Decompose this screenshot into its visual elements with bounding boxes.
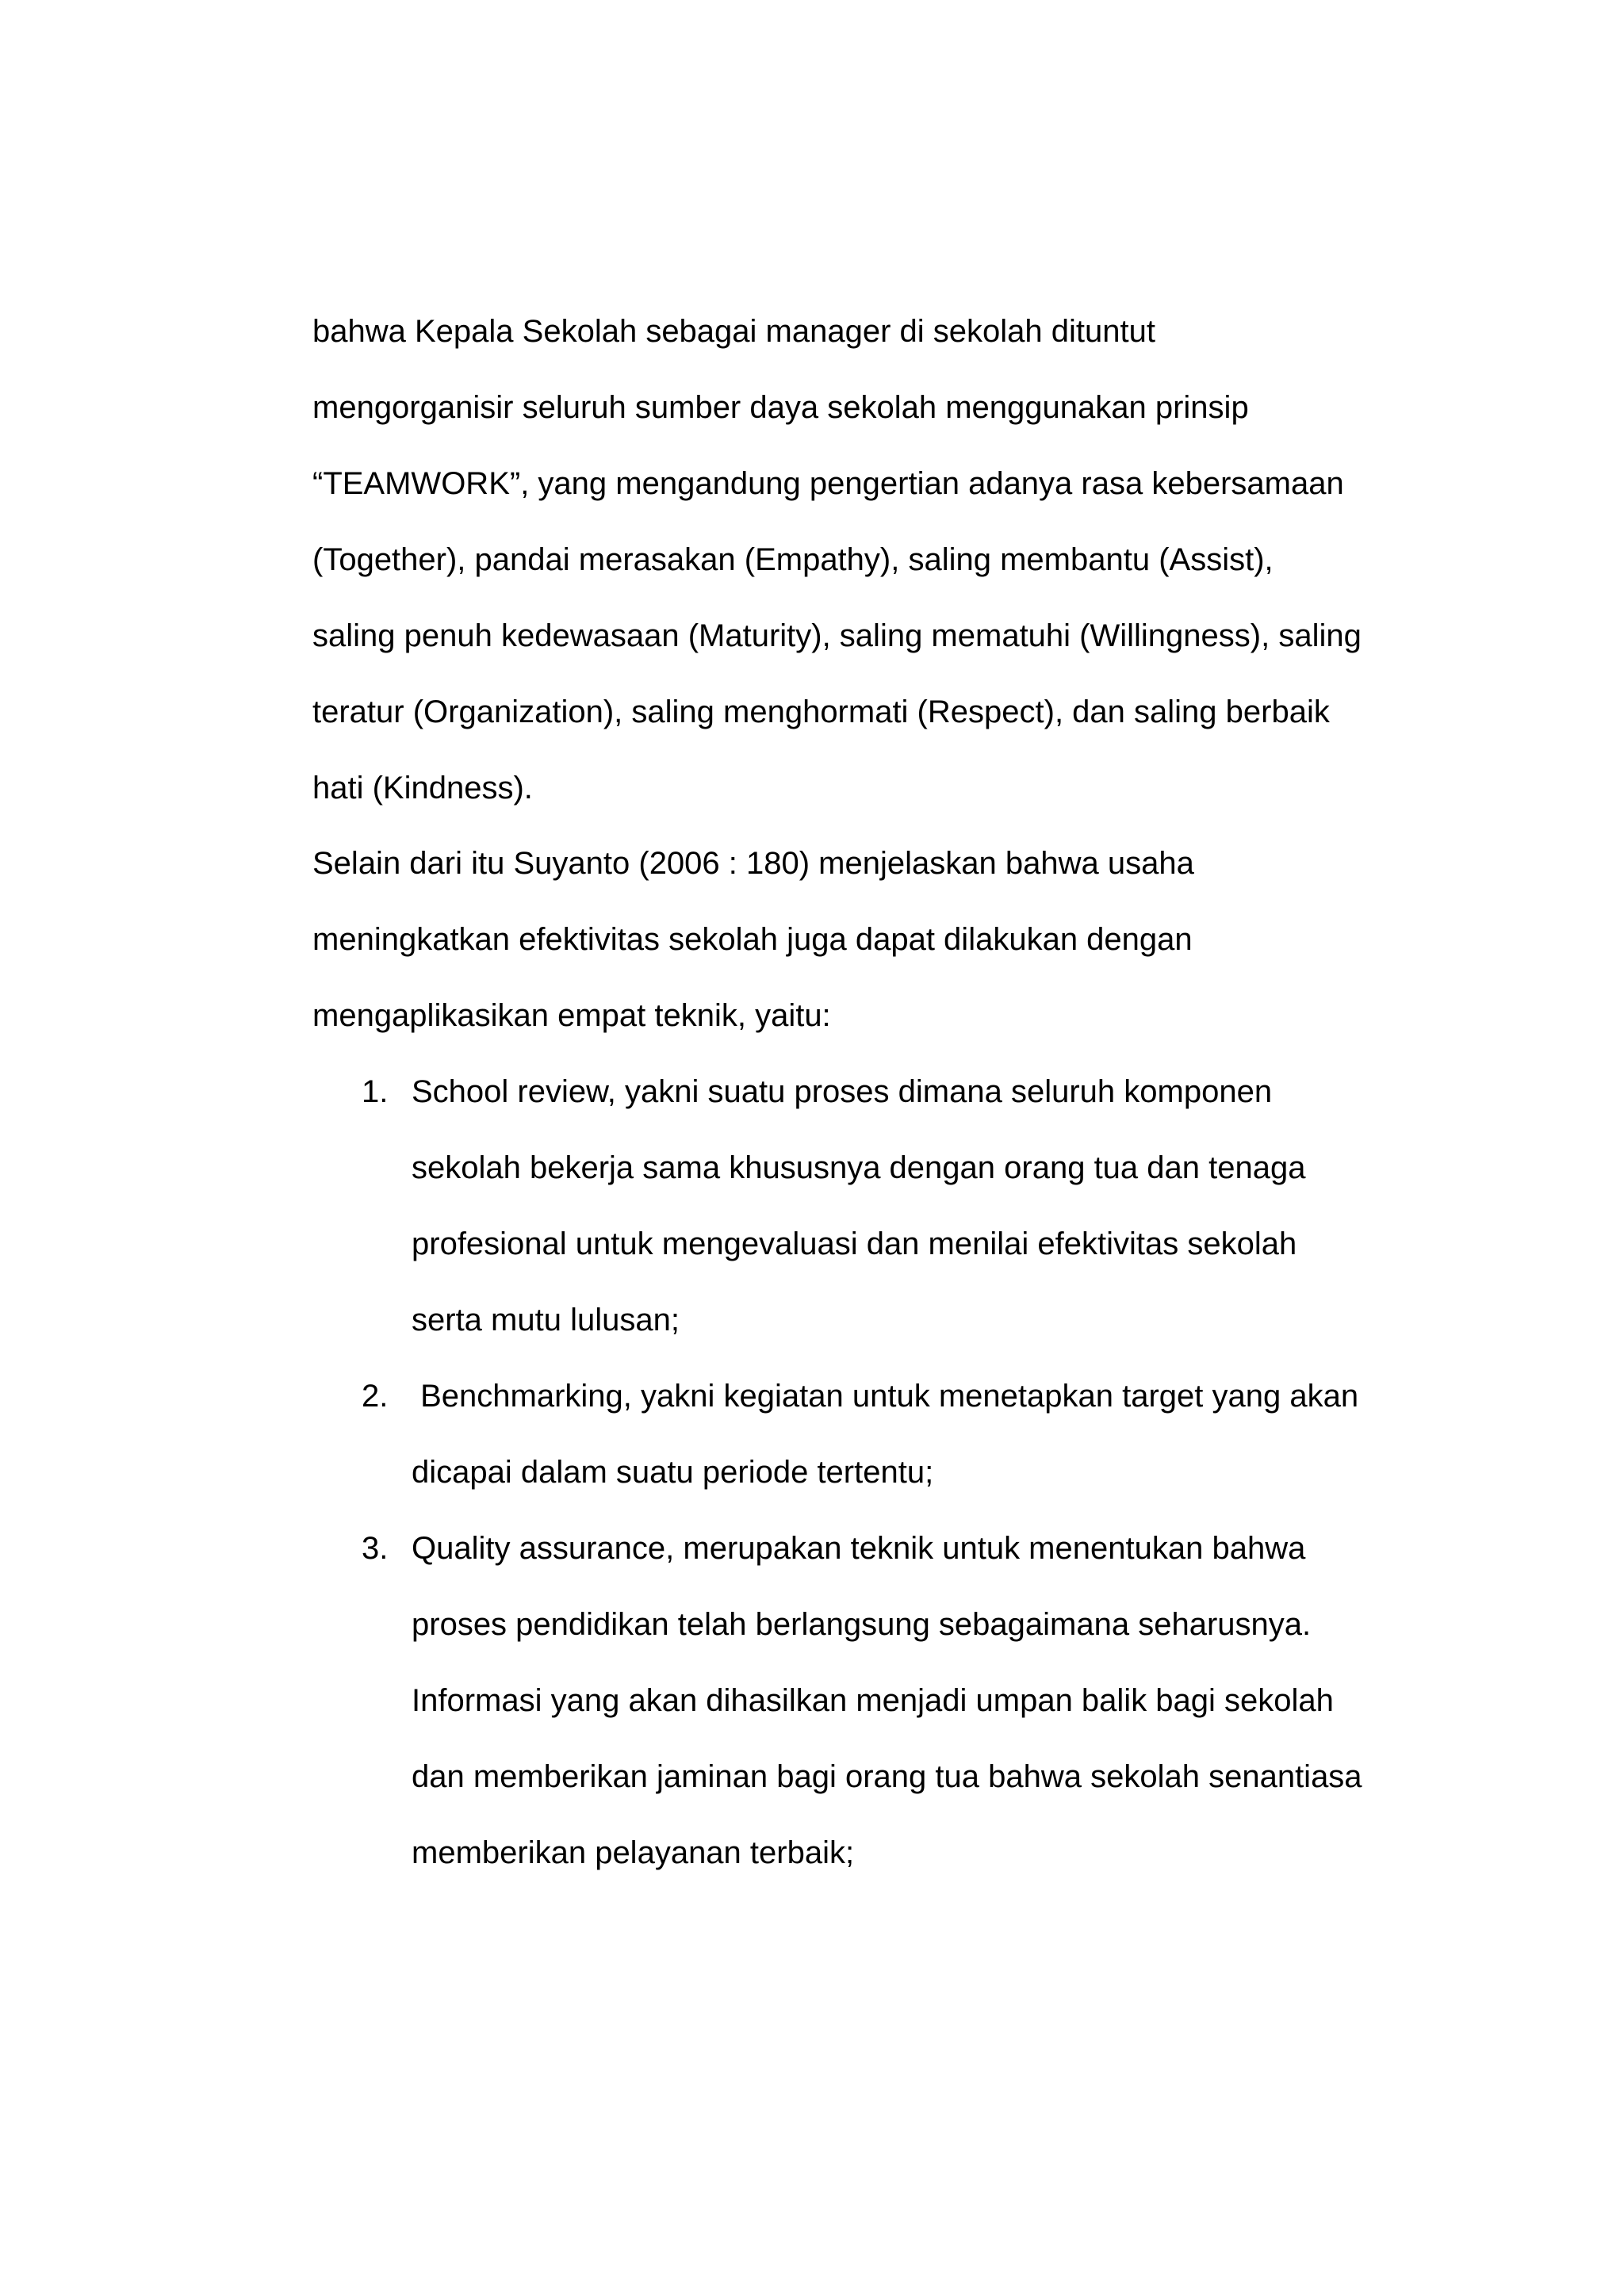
list-item-1-line-3: profesional untuk mengevaluasi dan menilai efektivitas sekolah (412, 1226, 1297, 1261)
list-item-1-number: 1. (362, 1074, 389, 1109)
list-item-2-line-1: Benchmarking, yakni kegiatan untuk menetapkan target yang akan (412, 1379, 1359, 1414)
paragraph-1-line-1: bahwa Kepala Sekolah sebagai manager di sekolah dituntut (312, 314, 1155, 349)
paragraph-1-line-2: mengorganisir seluruh sumber daya sekolah menggunakan prinsip (312, 390, 1249, 425)
list-item-3-line-1: Quality assurance, merupakan teknik untuk menentukan bahwa (412, 1531, 1306, 1566)
paragraph-2-line-1: Selain dari itu Suyanto (2006 : 180) menjelaskan bahwa usaha (312, 846, 1194, 881)
list-item-2-number: 2. (362, 1379, 389, 1414)
list-item-1-line-2: sekolah bekerja sama khususnya dengan orang tua dan tenaga (412, 1150, 1306, 1185)
list-item-3-line-3: Informasi yang akan dihasilkan menjadi umpan balik bagi sekolah (412, 1683, 1334, 1718)
paragraph-1-line-5: saling penuh kedewasaan (Maturity), saling mematuhi (Willingness), saling (312, 618, 1362, 653)
list-item-1-line-1: School review, yakni suatu proses dimana seluruh komponen (412, 1074, 1273, 1109)
list-item-2-line-2: dicapai dalam suatu periode tertentu; (412, 1455, 934, 1490)
list-item-1-line-4: serta mutu lulusan; (412, 1303, 680, 1337)
paragraph-1-line-3: “TEAMWORK”, yang mengandung pengertian adanya rasa kebersamaan (312, 466, 1344, 501)
list-item-3-line-2: proses pendidikan telah berlangsung sebagaimana seharusnya. (412, 1607, 1312, 1642)
paragraph-1-line-4: (Together), pandai merasakan (Empathy), saling membantu (Assist), (312, 542, 1274, 577)
paragraph-1-line-6: teratur (Organization), saling menghormati (Respect), dan saling berbaik (312, 695, 1330, 729)
paragraph-2-line-2: meningkatkan efektivitas sekolah juga dapat dilakukan dengan (312, 922, 1193, 957)
list-item-3-line-5: memberikan pelayanan terbaik; (412, 1835, 855, 1870)
list-item-3-number: 3. (362, 1531, 389, 1566)
paragraph-2-line-3: mengaplikasikan empat teknik, yaitu: (312, 998, 831, 1033)
paragraph-1-line-7: hati (Kindness). (312, 771, 533, 806)
list-item-3-line-4: dan memberikan jaminan bagi orang tua bahwa sekolah senantiasa (412, 1759, 1362, 1794)
